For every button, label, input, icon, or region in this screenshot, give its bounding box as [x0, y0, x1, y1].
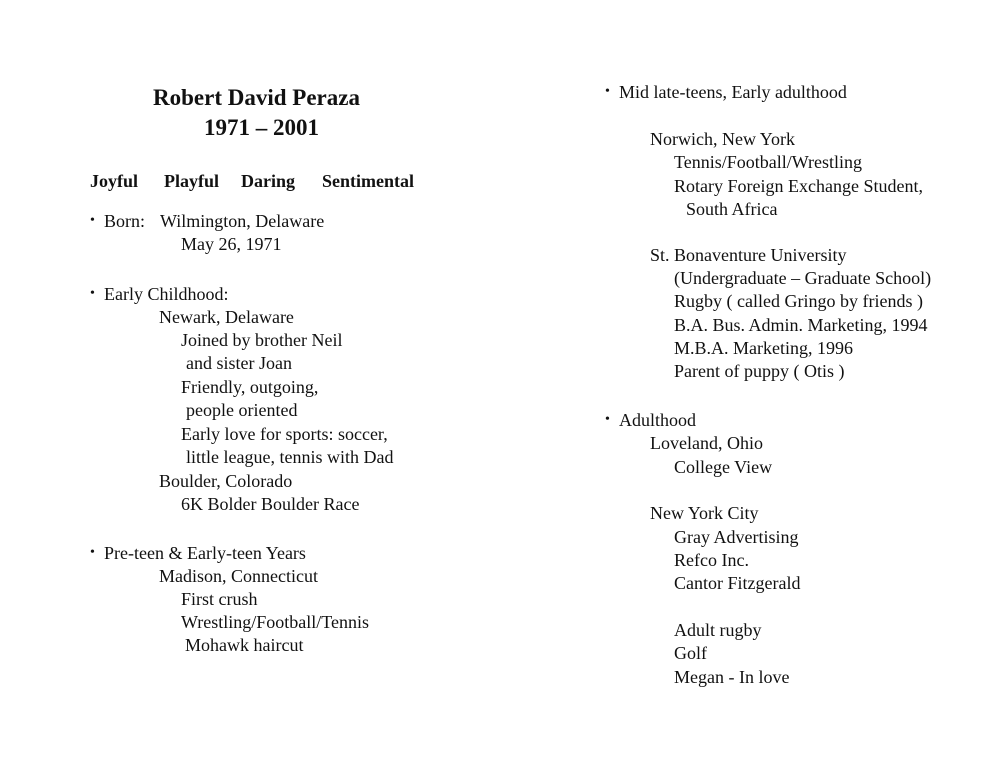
trait-daring: Daring [241, 171, 295, 191]
list-item: 6K Bolder Boulder Race [181, 494, 360, 514]
list-item: Refco Inc. [674, 550, 749, 570]
list-item: Newark, Delaware [159, 307, 294, 327]
list-item: M.B.A. Marketing, 1996 [674, 338, 853, 358]
list-item: Boulder, Colorado [159, 471, 293, 491]
list-item: Tennis/Football/Wrestling [674, 152, 862, 172]
trait-sentimental: Sentimental [322, 171, 414, 191]
early-childhood-title: Early Childhood: [104, 284, 229, 304]
bullet-icon: • [605, 84, 610, 99]
list-item: Cantor Fitzgerald [674, 573, 801, 593]
list-item: Rugby ( called Gringo by friends ) [674, 291, 923, 311]
list-item: Friendly, outgoing, [181, 377, 319, 397]
page-title: Robert David Peraza [153, 85, 360, 110]
list-item: Norwich, New York [650, 129, 795, 149]
bullet-icon: • [90, 286, 95, 301]
list-item: little league, tennis with Dad [186, 447, 394, 467]
list-item: Adult rugby [674, 620, 762, 640]
list-item: Joined by brother Neil [181, 330, 343, 350]
list-item: First crush [181, 589, 258, 609]
list-item: Parent of puppy ( Otis ) [674, 361, 845, 381]
trait-playful: Playful [164, 171, 220, 191]
trait-joyful: Joyful [90, 171, 139, 191]
bullet-icon: • [605, 412, 610, 427]
list-item: Wrestling/Football/Tennis [181, 612, 369, 632]
list-item: Madison, Connecticut [159, 566, 318, 586]
list-item: Early love for sports: soccer, [181, 424, 388, 444]
list-item: South Africa [686, 199, 778, 219]
list-item: (Undergraduate – Graduate School) [674, 268, 932, 288]
preteen-title: Pre-teen & Early-teen Years [104, 543, 306, 563]
bullet-icon: • [90, 213, 95, 228]
list-item: Mohawk haircut [185, 635, 304, 655]
list-item: Gray Advertising [674, 527, 799, 547]
list-item: Golf [674, 643, 707, 663]
born-label: Born: [104, 211, 146, 231]
born-place: Wilmington, Delaware [160, 211, 325, 231]
list-item: people oriented [186, 400, 298, 420]
list-item: Rotary Foreign Exchange Student, [674, 176, 923, 196]
list-item: New York City [650, 503, 759, 523]
list-item: B.A. Bus. Admin. Marketing, 1994 [674, 315, 928, 335]
born-date: May 26, 1971 [181, 234, 282, 254]
list-item: Megan - In love [674, 667, 790, 687]
midteen-title: Mid late-teens, Early adulthood [619, 82, 847, 102]
list-item: College View [674, 457, 773, 477]
bullet-icon: • [90, 545, 95, 560]
list-item: and sister Joan [186, 353, 292, 373]
list-item: Loveland, Ohio [650, 433, 763, 453]
list-item: St. Bonaventure University [650, 245, 847, 265]
life-years: 1971 – 2001 [204, 115, 319, 140]
adulthood-title: Adulthood [619, 410, 697, 430]
